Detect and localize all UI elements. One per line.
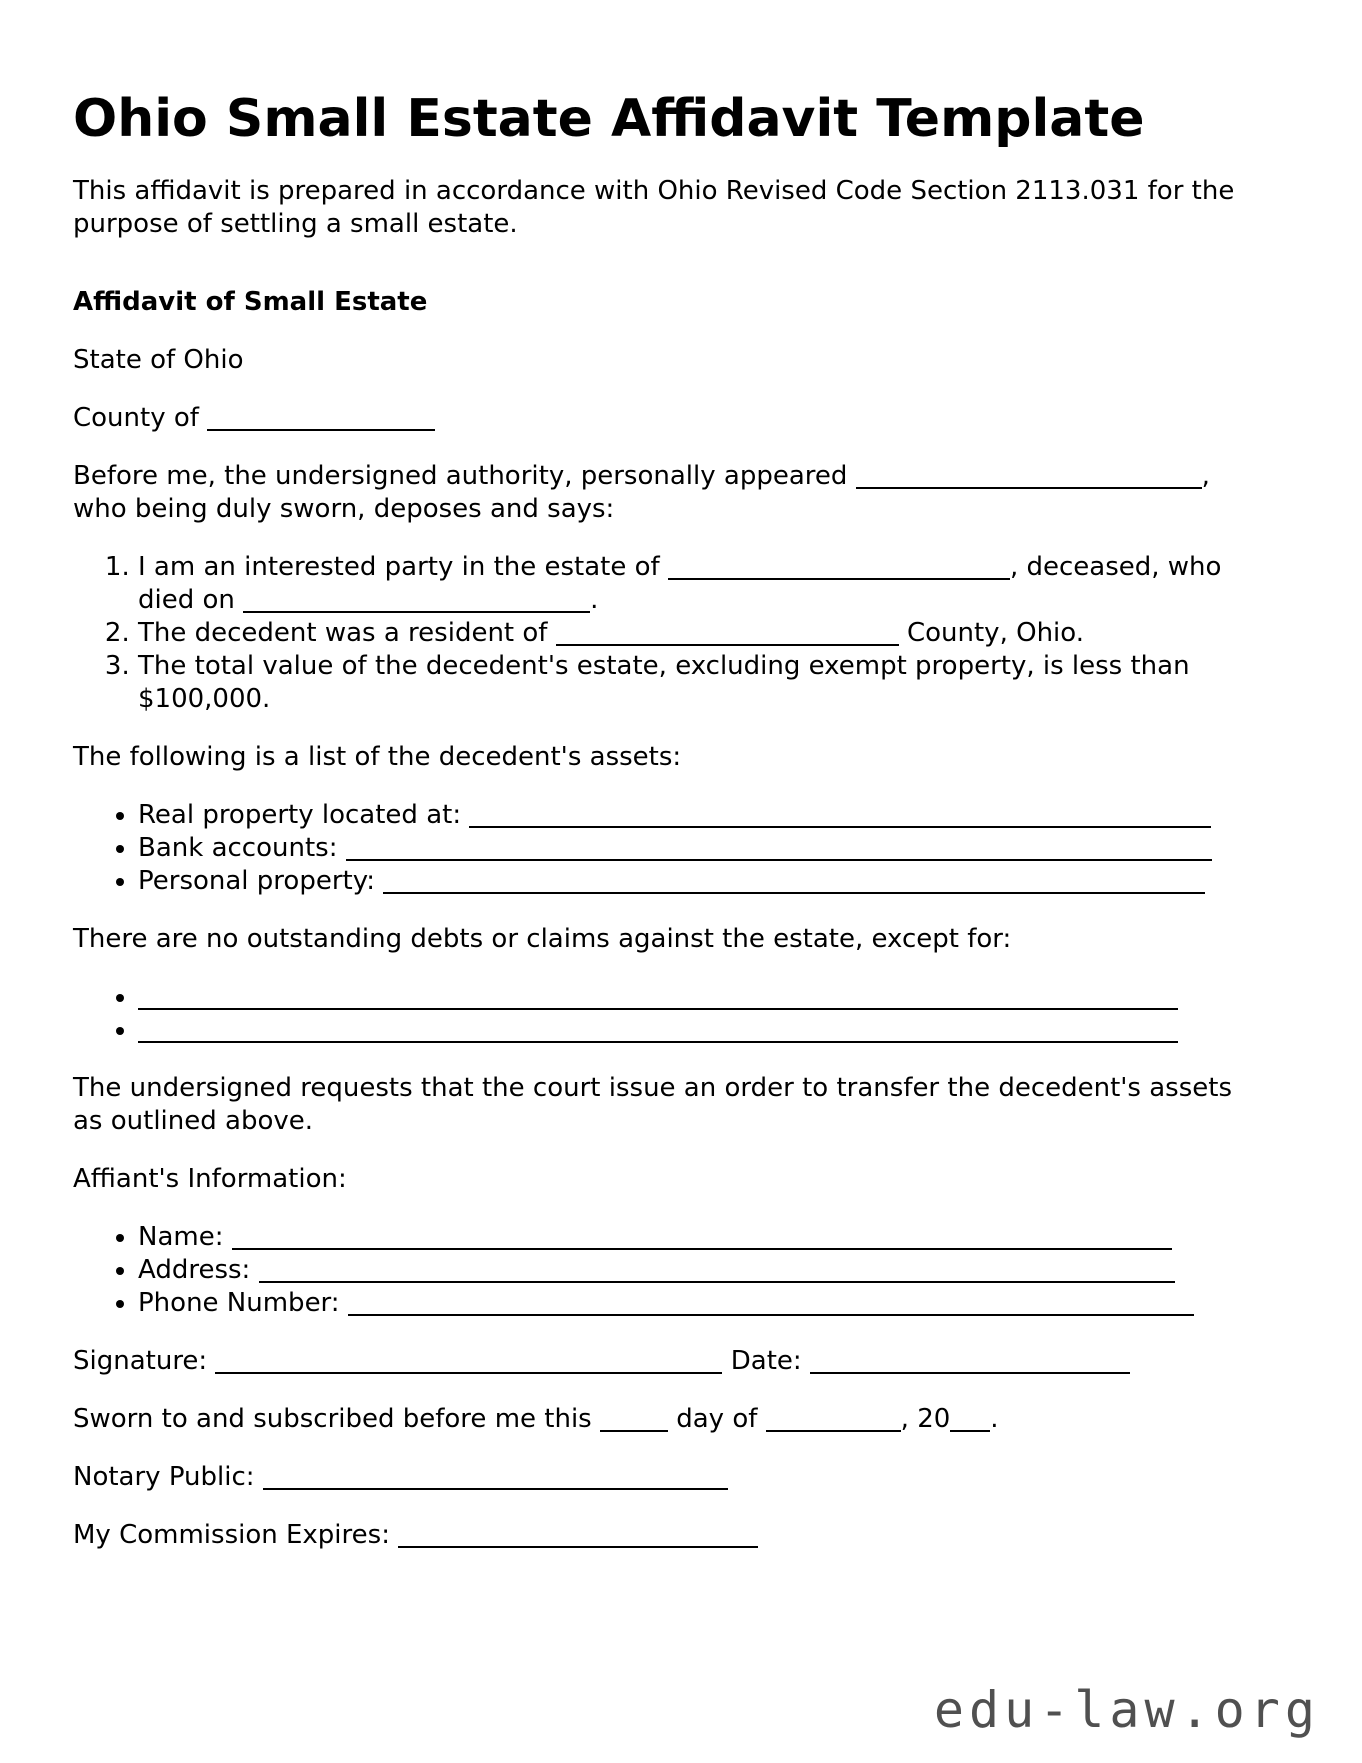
notary-line <box>73 1461 1262 1494</box>
sworn-text-post: . <box>990 1404 999 1434</box>
asset-item-real-property <box>138 799 1262 832</box>
section-heading: Affidavit of Small Estate <box>73 287 428 317</box>
real-property-fill-line <box>469 826 1211 828</box>
document-title: Ohio Small Estate Affidavit Template <box>73 89 1145 149</box>
date-fill-line <box>810 1372 1130 1374</box>
sworn-text-mid2: , 20 <box>900 1404 951 1434</box>
watermark: edu-law.org <box>933 1681 1320 1739</box>
affiant-list <box>73 1221 1262 1320</box>
statement-item-value <box>138 650 1262 716</box>
county-line <box>73 402 1262 435</box>
sworn-text-mid1: day of <box>676 1404 758 1434</box>
bank-accounts-fill-line <box>346 859 1212 861</box>
month-fill-line <box>766 1430 901 1432</box>
county-name-fill-line <box>556 644 899 646</box>
statement-item-residence <box>138 617 1262 650</box>
debt-fill-line <box>138 1041 1178 1043</box>
affiant-label: Name: <box>138 1222 224 1252</box>
asset-label: Real property located at: <box>138 800 462 830</box>
asset-item-bank-accounts <box>138 832 1262 865</box>
statements-list <box>73 551 1262 716</box>
notary-fill-line <box>263 1488 728 1490</box>
sworn-text-pre: Sworn to and subscribed before me this <box>73 1404 592 1434</box>
affiant-label: Phone Number: <box>138 1288 340 1318</box>
debt-blank-item <box>138 981 1262 1014</box>
asset-label: Personal property: <box>138 866 375 896</box>
state-line: State of Ohio <box>73 345 244 375</box>
signature-fill-line <box>215 1372 722 1374</box>
sworn-line <box>73 1403 1262 1436</box>
affiant-heading: Affiant's Information: <box>73 1164 347 1194</box>
affiant-item-phone <box>138 1287 1262 1320</box>
county-label: County of <box>73 403 199 433</box>
phone-fill-line <box>348 1314 1194 1316</box>
death-date-fill-line <box>243 611 590 613</box>
county-fill-line <box>207 429 435 431</box>
address-fill-line <box>259 1281 1175 1283</box>
request-paragraph: The undersigned requests that the court issue an order to transfer the decedent's assets as outlined above. <box>73 1073 1233 1136</box>
date-label: Date: <box>730 1346 802 1376</box>
year-fill-line <box>950 1430 990 1432</box>
affiant-label: Address: <box>138 1255 251 1285</box>
commission-label: My Commission Expires: <box>73 1520 390 1550</box>
intro-paragraph: This affidavit is prepared in accordance with Ohio Revised Code Section 2113.031 for the purpose of settling a small estate. <box>73 176 1235 239</box>
signature-line <box>73 1345 1262 1378</box>
name-fill-line <box>232 1248 1172 1250</box>
affiant-item-address <box>138 1254 1262 1287</box>
commission-fill-line <box>398 1546 758 1548</box>
statement-text-post: . <box>590 585 599 615</box>
affiant-item-name <box>138 1221 1262 1254</box>
appearance-paragraph <box>73 460 1262 526</box>
assets-list <box>73 799 1262 898</box>
debts-list <box>73 981 1262 1047</box>
statement-text: The total value of the decedent's estate, excluding exempt property, is less than $100,000. <box>138 651 1190 714</box>
day-fill-line <box>600 1430 668 1432</box>
commission-line <box>73 1519 1262 1552</box>
assets-intro: The following is a list of the decedent's assets: <box>73 742 682 772</box>
signature-label: Signature: <box>73 1346 208 1376</box>
asset-item-personal-property <box>138 865 1262 898</box>
appearance-text-pre: Before me, the undersigned authority, personally appeared <box>73 461 848 491</box>
decedent-name-fill-line <box>668 578 1010 580</box>
personal-property-fill-line <box>383 892 1205 894</box>
appeared-name-fill-line <box>856 487 1202 489</box>
asset-label: Bank accounts: <box>138 833 338 863</box>
appearance-text-post: , who being duly sworn, deposes and says: <box>73 461 1210 524</box>
statement-text-mid: , deceased, who died on <box>138 552 1222 615</box>
notary-label: Notary Public: <box>73 1462 255 1492</box>
debt-blank-item <box>138 1014 1262 1047</box>
statement-text-post: County, Ohio. <box>906 618 1084 648</box>
statement-text-pre: The decedent was a resident of <box>138 618 548 648</box>
debts-intro: There are no outstanding debts or claims against the estate, except for: <box>73 924 1012 954</box>
statement-item-estate <box>138 551 1262 617</box>
statement-text-pre: I am an interested party in the estate of <box>138 552 660 582</box>
debt-fill-line <box>138 1008 1178 1010</box>
